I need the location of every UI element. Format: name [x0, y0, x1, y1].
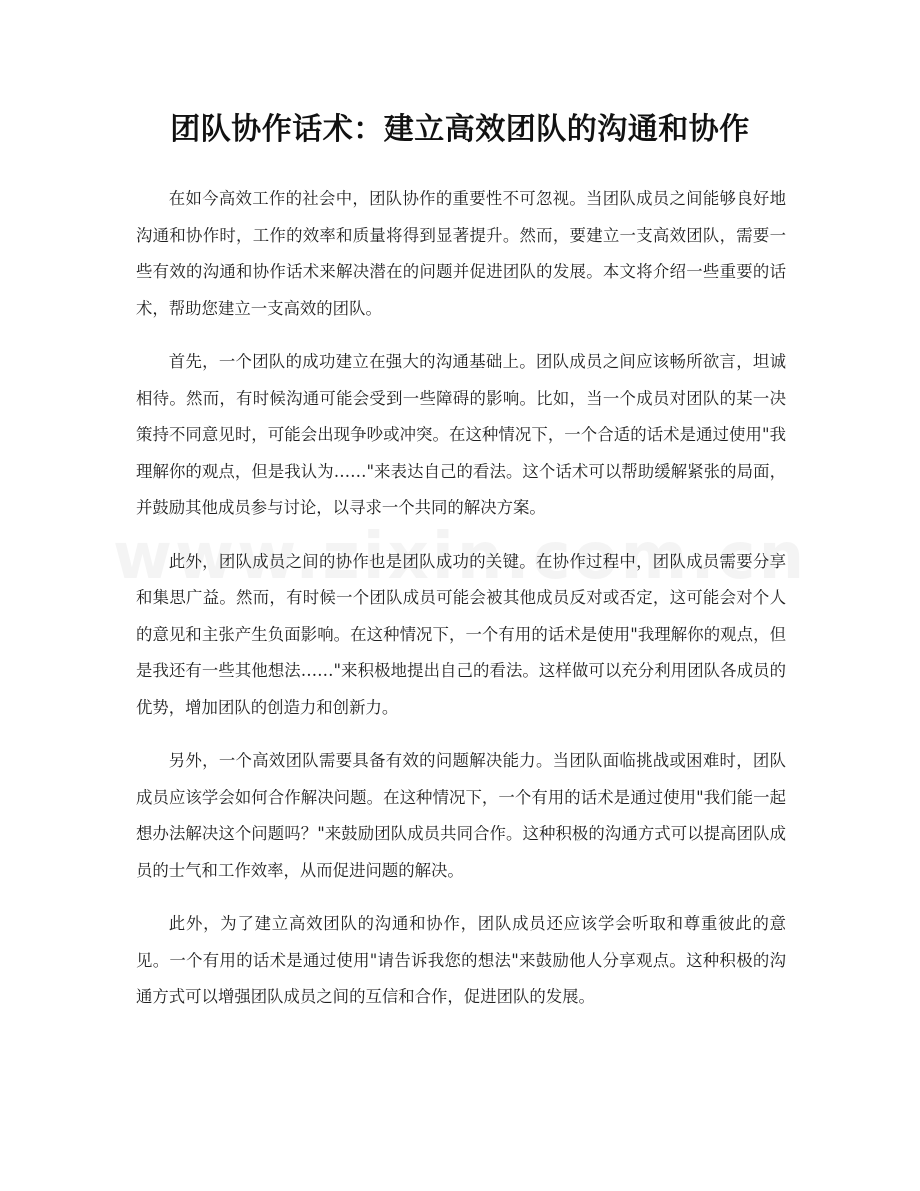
paragraph-3: 此外，团队成员之间的协作也是团队成功的关键。在协作过程中，团队成员需要分享和集思广益。然而，有时候一个团队成员可能会被其他成员反对或否定，这可能会对个人的意见和主张产生负面影响。在这种情况下，一个有用的话术是使用"我理解你的观点，但是我还有一些其他想法……"来积极地提出自己的看法。这样做可以充分利用团队各成员的优势，增加团队的创造力和创新力。	[136, 551, 786, 717]
paragraph-1: 在如今高效工作的社会中，团队协作的重要性不可忽视。当团队成员之间能够良好地沟通和协作时，工作的效率和质量将得到显著提升。然而，要建立一支高效团队，需要一些有效的沟通和协作话术来解决潜在的问题并促进团队的发展。本文将介绍一些重要的话术，帮助您建立一支高效的团队。	[136, 189, 786, 318]
document-body	[136, 181, 786, 1033]
paragraph-2: 首先，一个团队的成功建立在强大的沟通基础上。团队成员之间应该畅所欲言，坦诚相待。然而，有时候沟通可能会受到一些障碍的影响。比如，当一个成员对团队的某一决策持不同意见时，可能会出现争吵或冲突。在这种情况下，一个合适的话术是通过使用"我理解你的观点，但是我认为……"来表达自己的看法。这个话术可以帮助缓解紧张的局面，并鼓励其他成员参与讨论，以寻求一个共同的解决方案。	[136, 352, 786, 517]
document-title: 团队协作话术：建立高效团队的沟通和协作	[170, 112, 750, 147]
paragraph-4: 另外，一个高效团队需要具备有效的问题解决能力。当团队面临挑战或困难时，团队成员应该学会如何合作解决问题。在这种情况下，一个有用的话术是通过使用"我们能一起想办法解决这个问题吗？"来鼓励团队成员共同合作。这种积极的沟通方式可以提高团队成员的士气和工作效率，从而促进问题的解决。	[136, 751, 786, 880]
paragraph-5: 此外，为了建立高效团队的沟通和协作，团队成员还应该学会听取和尊重彼此的意见。一个有用的话术是通过使用"请告诉我您的想法"来鼓励他人分享观点。这种积极的沟通方式可以增强团队成员之间的互信和合作，促进团队的发展。	[136, 914, 786, 1006]
